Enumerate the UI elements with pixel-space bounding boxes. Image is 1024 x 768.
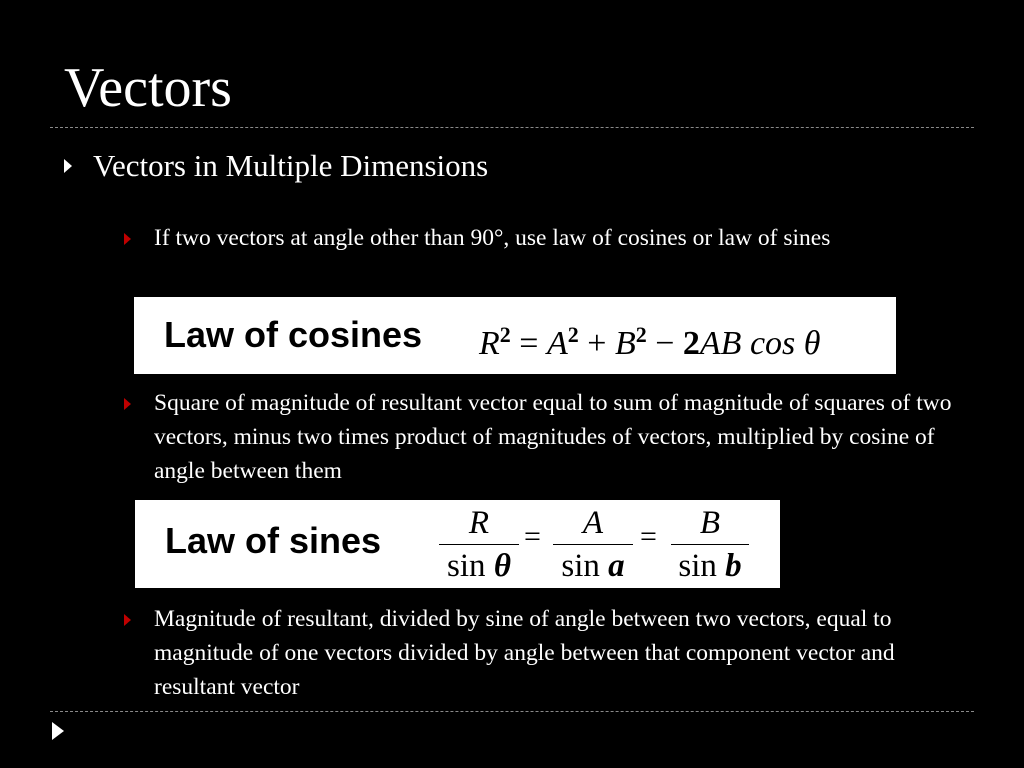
fraction-R: R sin θ xyxy=(439,504,519,587)
bullet-text: Magnitude of resultant, divided by sine of angle between two vectors, equal to magnitude of one vectors divided by angle between that component vector and resultant vector xyxy=(154,606,895,700)
law-of-cosines-label: Law of cosines xyxy=(164,314,423,355)
title-divider xyxy=(50,127,974,128)
slide-title: Vectors xyxy=(64,57,232,119)
fraction-B: B sin b xyxy=(671,504,749,587)
law-of-cosines-formula: $R^2 = A^2 + B^2 - 2AB$ cos θ xyxy=(479,322,821,362)
equals-sign: = xyxy=(640,520,657,553)
triangle-right-icon xyxy=(124,398,131,410)
equals-sign: = xyxy=(524,520,541,553)
law-of-sines-formula xyxy=(435,500,765,588)
law-of-sines-label: Law of sines xyxy=(165,520,382,561)
footer-divider xyxy=(50,711,974,712)
triangle-right-icon xyxy=(124,233,131,245)
bullet-level1-text: Vectors in Multiple Dimensions xyxy=(93,148,489,183)
bullet-text: If two vectors at angle other than 90°, use law of cosines or law of sines xyxy=(154,225,831,251)
law-of-cosines-box xyxy=(134,297,896,374)
play-icon[interactable] xyxy=(52,722,64,740)
triangle-right-icon xyxy=(124,614,131,626)
bullet-text: Square of magnitude of resultant vector equal to sum of magnitude of squares of two vectors, minus two times product of magnitudes of vectors, multiplied by cosine of angle between them xyxy=(154,390,952,484)
fraction-A: A sin a xyxy=(553,504,633,587)
triangle-right-icon xyxy=(64,159,72,173)
law-of-sines-box xyxy=(135,500,780,588)
